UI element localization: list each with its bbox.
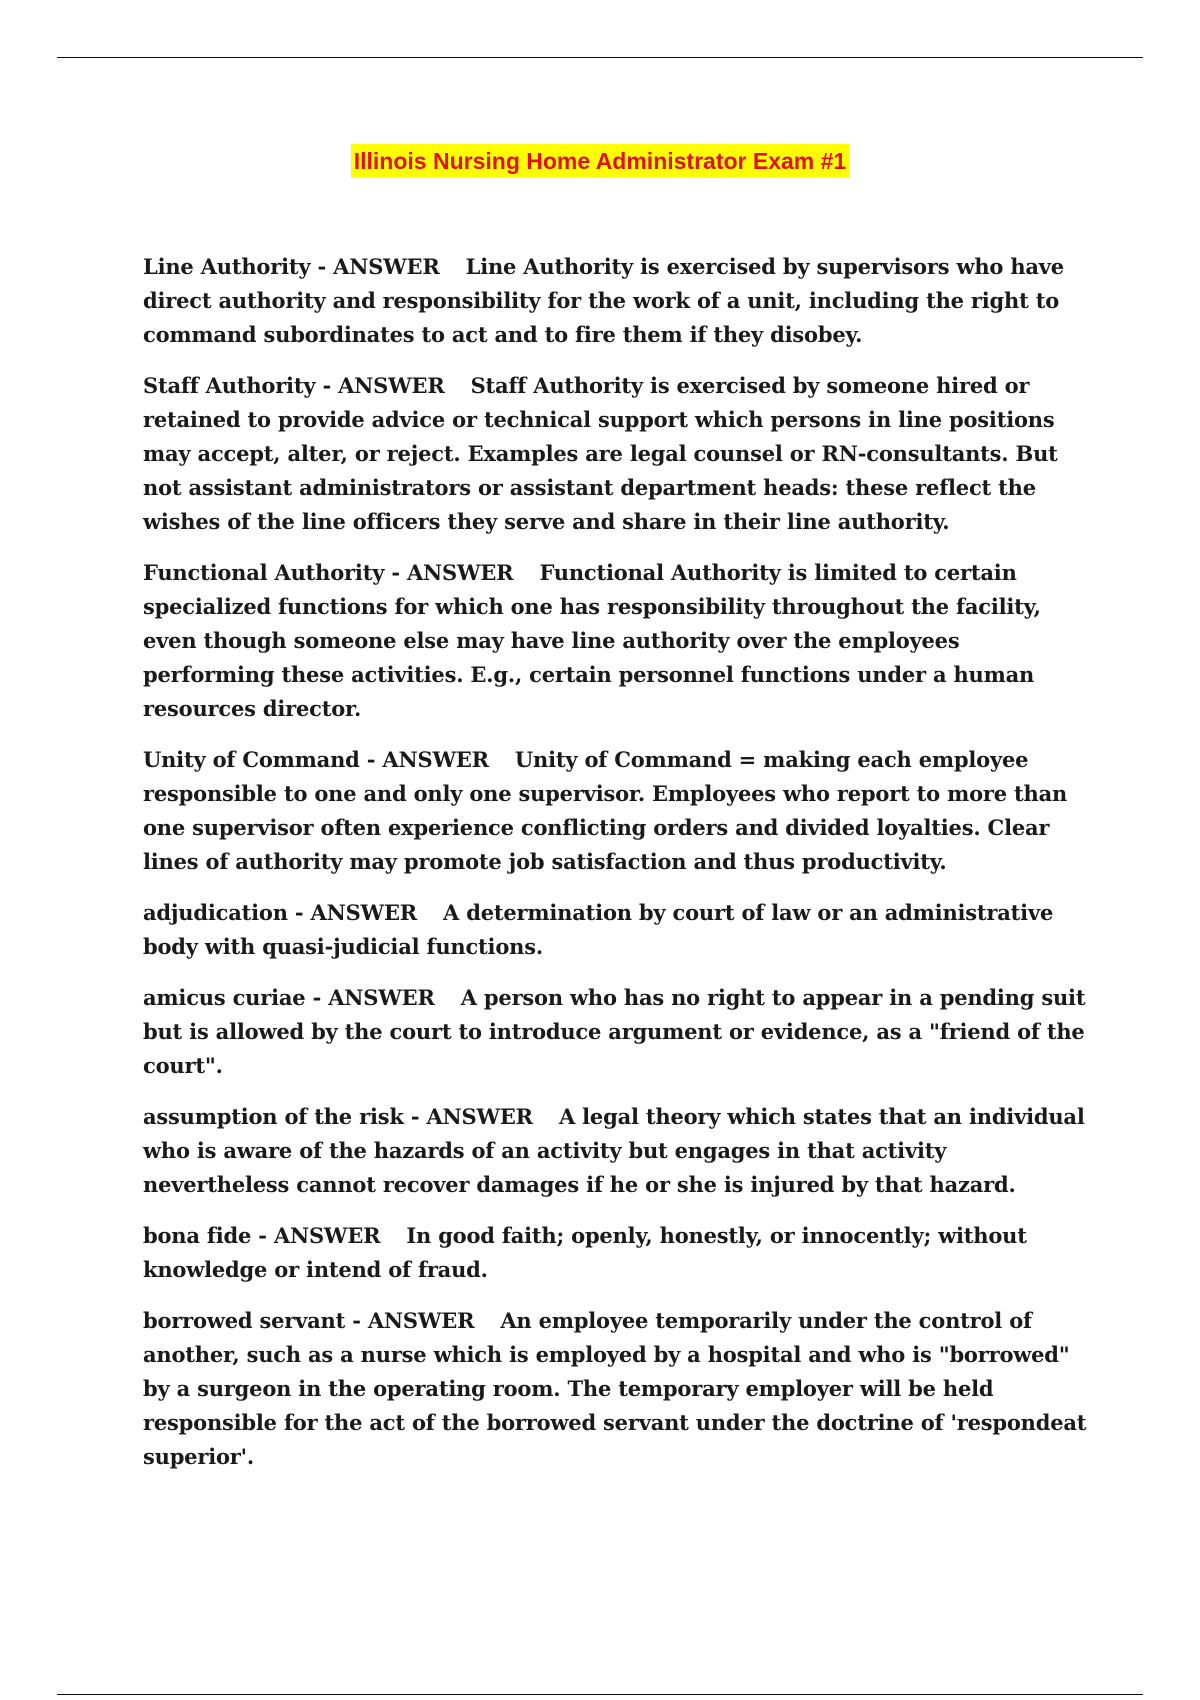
qa-definition: An employee temporarily under the control of another, such as a nurse which is employed by a hospital and who is "borrowed" by a surgeon in the operating room. The temporary employer will be held responsible for the act of the borrowed servant under the doctrine of 'respondeat superior'. bbox=[143, 1308, 1087, 1469]
qa-entry bbox=[143, 556, 1088, 726]
answer-label: - ANSWER bbox=[251, 1223, 381, 1248]
qa-definition: Line Authority is exercised by supervisors who have direct authority and responsibility for the work of a unit, including the right to command subordinates to act and to fire them if they disobey. bbox=[143, 254, 1064, 347]
document-title: Illinois Nursing Home Administrator Exam #1 bbox=[351, 144, 849, 178]
qa-list bbox=[143, 250, 1088, 1491]
answer-label: - ANSWER bbox=[345, 1308, 475, 1333]
qa-definition: Functional Authority is limited to certain specialized functions for which one has responsibility throughout the facility, even though someone else may have line authority over the employees performing these activities. E.g., certain personnel functions under a human resources director. bbox=[143, 560, 1041, 721]
qa-entry bbox=[143, 369, 1088, 539]
qa-definition: Staff Authority is exercised by someone hired or retained to provide advice or technical support which persons in line positions may accept, alter, or reject. Examples are legal counsel or RN-consultants. But not assistant administrators or assistant department heads: these reflect the wishes of the line officers they serve and share in their line authority. bbox=[143, 373, 1058, 534]
qa-term: Line Authority bbox=[143, 254, 311, 279]
header-rule bbox=[57, 57, 1143, 58]
answer-label: - ANSWER bbox=[384, 560, 514, 585]
qa-term: amicus curiae bbox=[143, 985, 306, 1010]
qa-definition: A legal theory which states that an individual who is aware of the hazards of an activity but engages in that activity nevertheless cannot recover damages if he or she is injured by that hazard. bbox=[143, 1104, 1085, 1197]
qa-term: Unity of Command bbox=[143, 747, 360, 772]
qa-entry bbox=[143, 250, 1088, 352]
answer-label: - ANSWER bbox=[359, 747, 489, 772]
qa-entry bbox=[143, 1100, 1088, 1202]
qa-definition: Unity of Command = making each employee responsible to one and only one supervisor. Employees who report to more than one supervisor often experience conflicting orders and divided loyalties. Clear lines of authority may promote job satisfaction and thus productivity. bbox=[143, 747, 1068, 874]
qa-term: adjudication bbox=[143, 900, 288, 925]
qa-term: bona fide bbox=[143, 1223, 252, 1248]
answer-label: - ANSWER bbox=[305, 985, 435, 1010]
answer-label: - ANSWER bbox=[315, 373, 445, 398]
qa-entry bbox=[143, 896, 1088, 964]
qa-entry bbox=[143, 981, 1088, 1083]
qa-term: borrowed servant bbox=[143, 1308, 346, 1333]
qa-entry bbox=[143, 743, 1088, 879]
answer-label: - ANSWER bbox=[403, 1104, 533, 1129]
qa-term: Staff Authority bbox=[143, 373, 316, 398]
qa-definition: A determination by court of law or an administrative body with quasi-judicial functions. bbox=[143, 900, 1054, 959]
qa-term: Functional Authority bbox=[143, 560, 385, 585]
qa-definition: In good faith; openly, honestly, or innocently; without knowledge or intend of fraud. bbox=[143, 1223, 1027, 1282]
qa-definition: A person who has no right to appear in a pending suit but is allowed by the court to introduce argument or evidence, as a "friend of the court". bbox=[143, 985, 1086, 1078]
footer-rule bbox=[57, 1694, 1143, 1695]
qa-entry bbox=[143, 1219, 1088, 1287]
answer-label: - ANSWER bbox=[287, 900, 418, 925]
answer-label: - ANSWER bbox=[310, 254, 440, 279]
qa-term: assumption of the risk bbox=[143, 1104, 404, 1129]
title-container bbox=[0, 144, 1200, 178]
qa-entry bbox=[143, 1304, 1088, 1474]
